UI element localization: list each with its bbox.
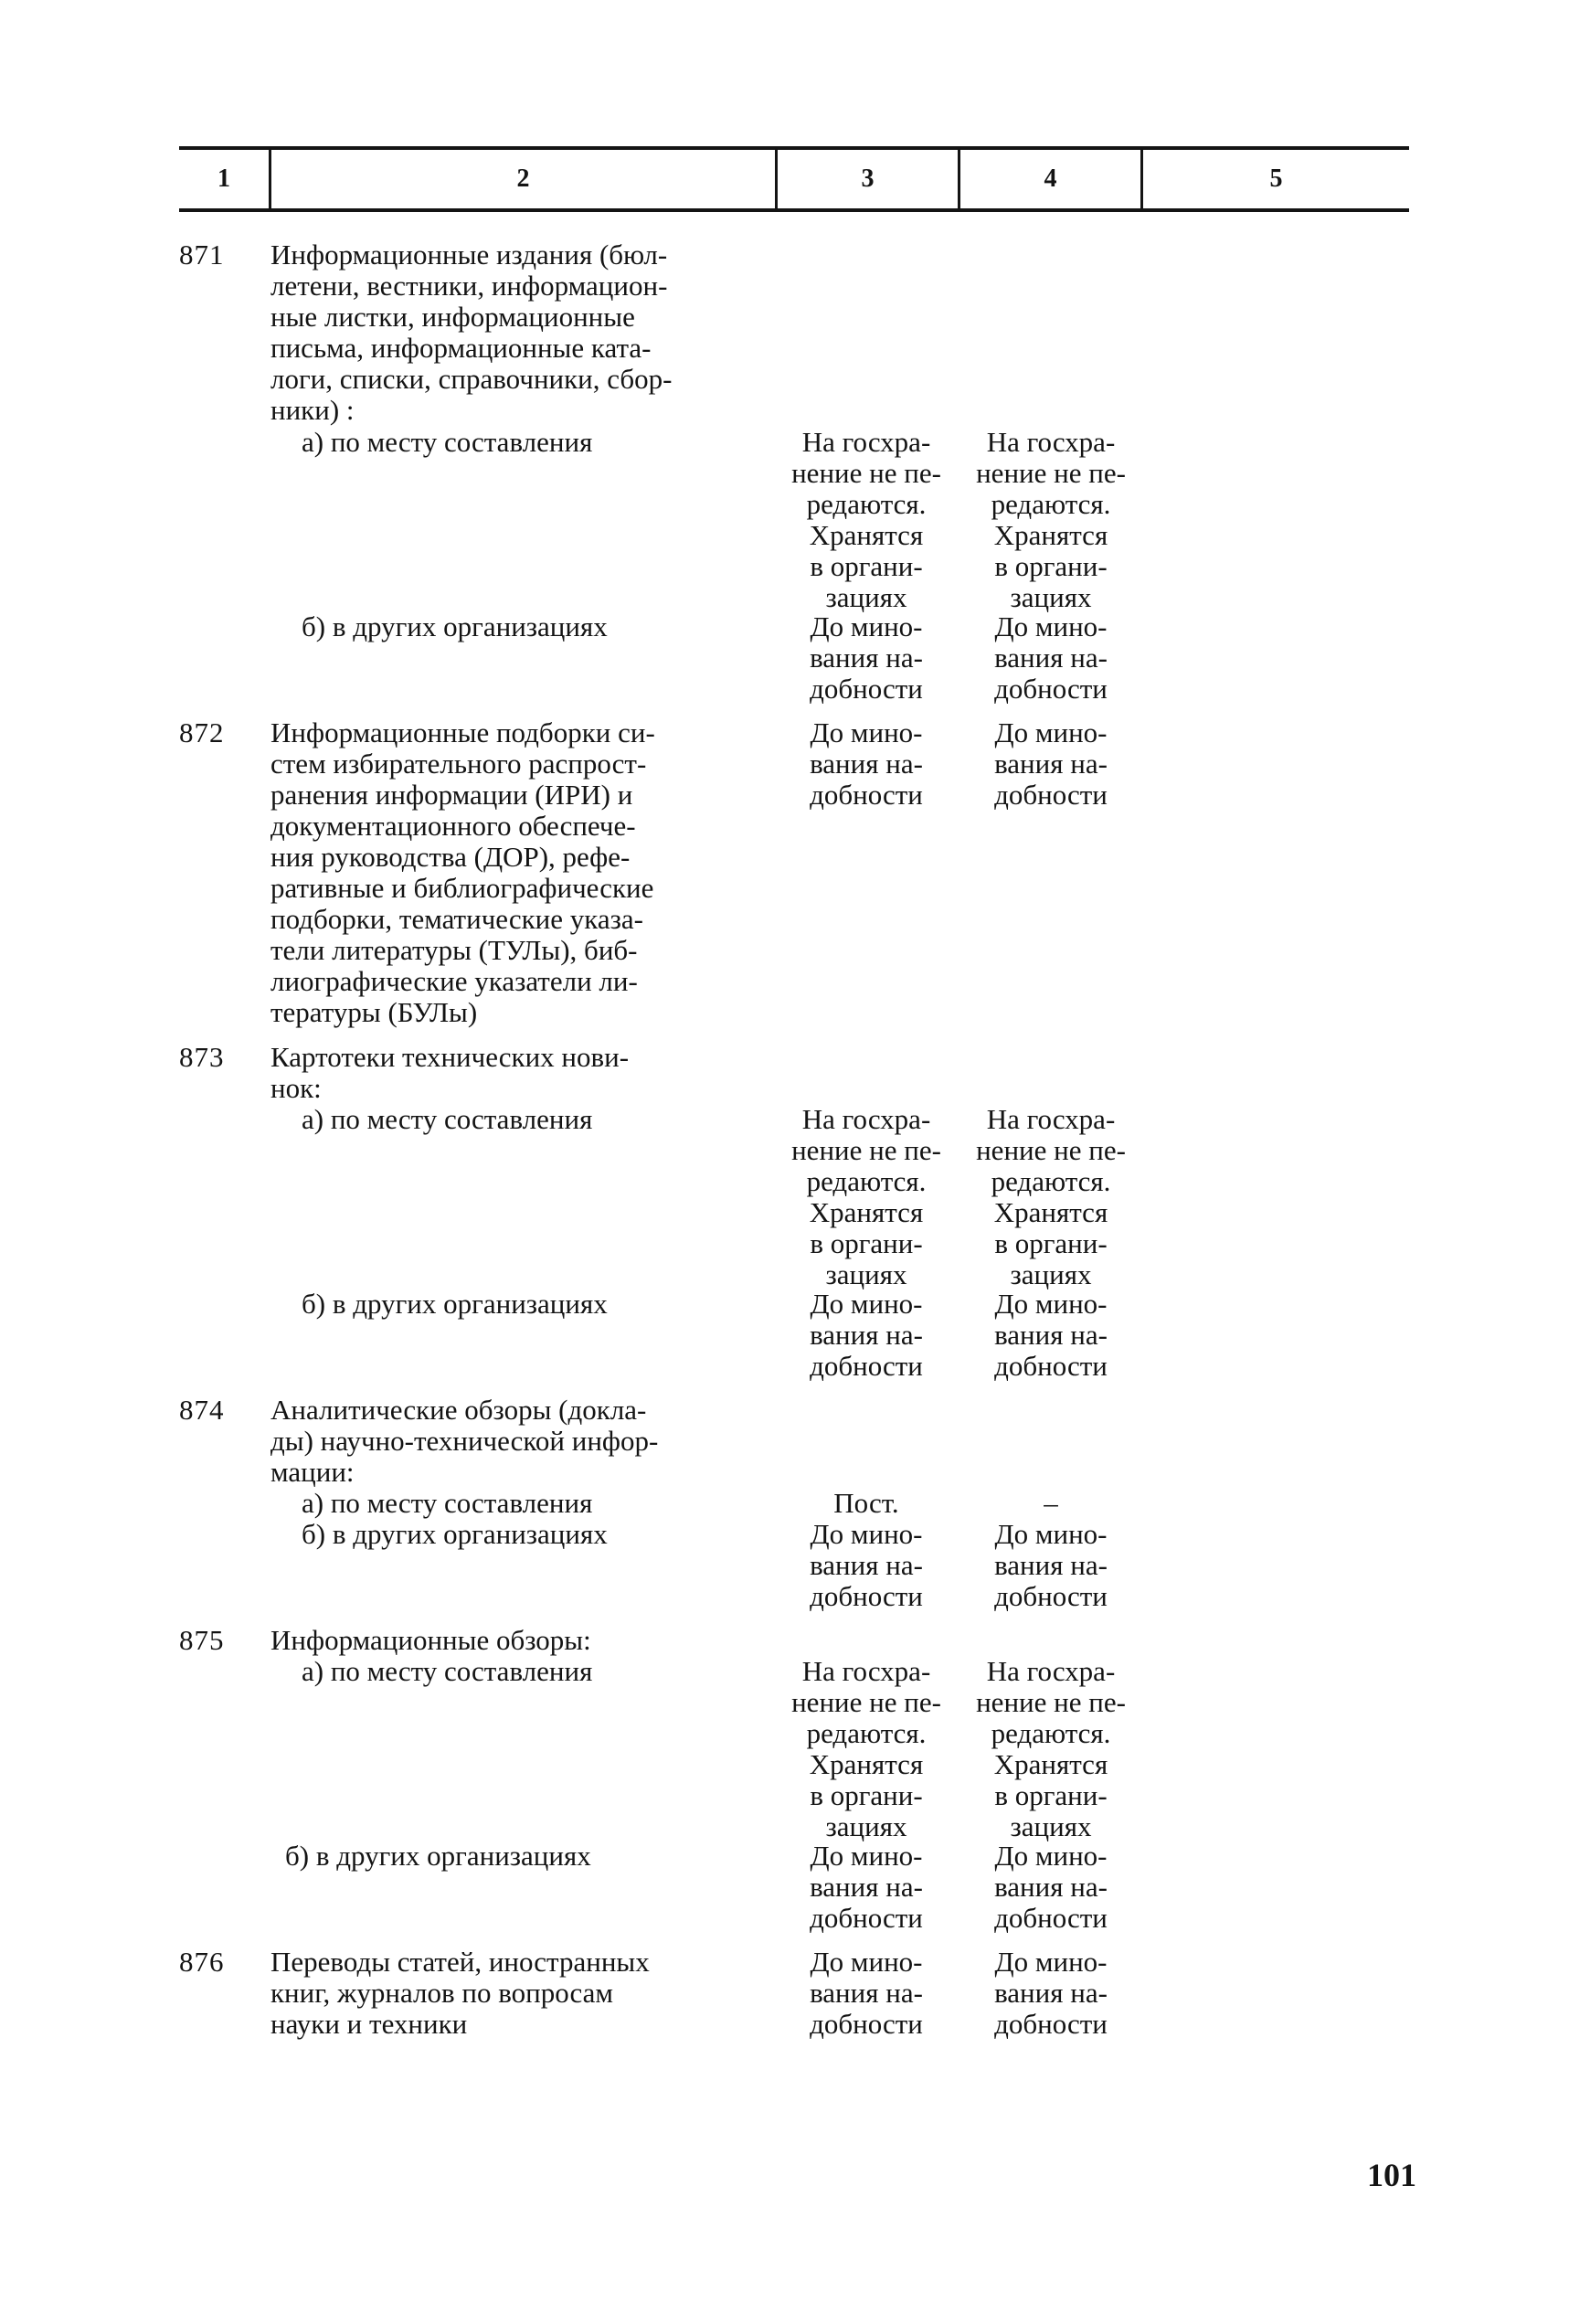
subitem-label: б) в других организациях [302,1288,608,1320]
storage-term-col3: До мино- вания на- добности [810,1840,923,1934]
header-col-5: 5 [1269,164,1283,193]
row-description: Переводы статей, иностранных книг, журналов по вопросам науки и техники [270,1946,650,2040]
storage-term-col4: До мино- вания на- добности [994,1840,1108,1934]
page-number: 101 [1367,2157,1416,2193]
row-number: 873 [179,1041,225,1073]
subitem-label: а) по месту составления [302,1487,593,1519]
subitem-label: а) по месту составления [302,1655,593,1687]
row-number: 874 [179,1394,225,1426]
storage-term-col4: До мино- вания на- добности [994,1518,1108,1612]
subitem-label: б) в других организациях [302,1518,608,1550]
subitem-label: а) по месту составления [302,1103,593,1135]
row-description: Картотеки технических нови- нок: [270,1041,630,1104]
storage-term-col3: Пост. [833,1487,899,1519]
storage-term-col3: До мино- вания на- добности [810,1518,923,1612]
storage-term-col3: На госхра- нение не пе- редаются. Хранятся в органи- зациях [791,1655,941,1842]
row-number: 876 [179,1946,225,1978]
header-col-1: 1 [217,164,230,193]
row-number: 875 [179,1624,225,1656]
storage-term-col4: До мино- вания на- добности [994,716,1108,811]
storage-term-col4: – [1044,1487,1058,1519]
header-col-2: 2 [516,164,530,193]
storage-term-col3: До мино- вания на- добности [810,1946,923,2040]
storage-term-col4: На госхра- нение не пе- редаются. Хранятся в органи- зациях [976,1103,1126,1290]
storage-term-col4: До мино- вания на- добности [994,1946,1108,2040]
header-col-4: 4 [1044,164,1057,193]
storage-term-col4: До мино- вания на- добности [994,1288,1108,1382]
storage-term-col4: До мино- вания на- добности [994,610,1108,705]
storage-term-col3: До мино- вания на- добности [810,610,923,705]
row-number: 871 [179,239,225,271]
subitem-label: б) в других организациях [285,1840,591,1872]
subitem-label: а) по месту составления [302,426,593,458]
row-description: Информационные обзоры: [270,1624,591,1656]
subitem-label: б) в других организациях [302,610,608,642]
table-header [179,146,1409,212]
storage-term-col3: На госхра- нение не пе- редаются. Хранятся в органи- зациях [791,1103,941,1290]
header-col-3: 3 [861,164,875,193]
storage-term-col3: На госхра- нение не пе- редаются. Хранятся в органи- зациях [791,426,941,613]
storage-term-col3: До мино- вания на- добности [810,716,923,811]
row-description: Аналитические обзоры (докла- ды) научно-технической инфор- мации: [270,1394,659,1488]
row-description: Информационные подборки си- стем избирательного распрост- ранения информации (ИРИ) и документационного обеспече- ния руководства (ДОР), рефе- ративные и библиографические подборки, тематические указа- тели литературы (ТУЛы), биб- лиографические указатели ли- тературы (БУЛы) [270,716,655,1028]
row-number: 872 [179,716,225,748]
storage-term-col4: На госхра- нение не пе- редаются. Хранятся в органи- зациях [976,1655,1126,1842]
row-description: Информационные издания (бюл- летени, вестники, информацион- ные листки, информационные письма, информационные ката- логи, списки, справочники, сбор- ники) : [270,239,673,426]
storage-term-col3: До мино- вания на- добности [810,1288,923,1382]
storage-term-col4: На госхра- нение не пе- редаются. Хранятся в органи- зациях [976,426,1126,613]
